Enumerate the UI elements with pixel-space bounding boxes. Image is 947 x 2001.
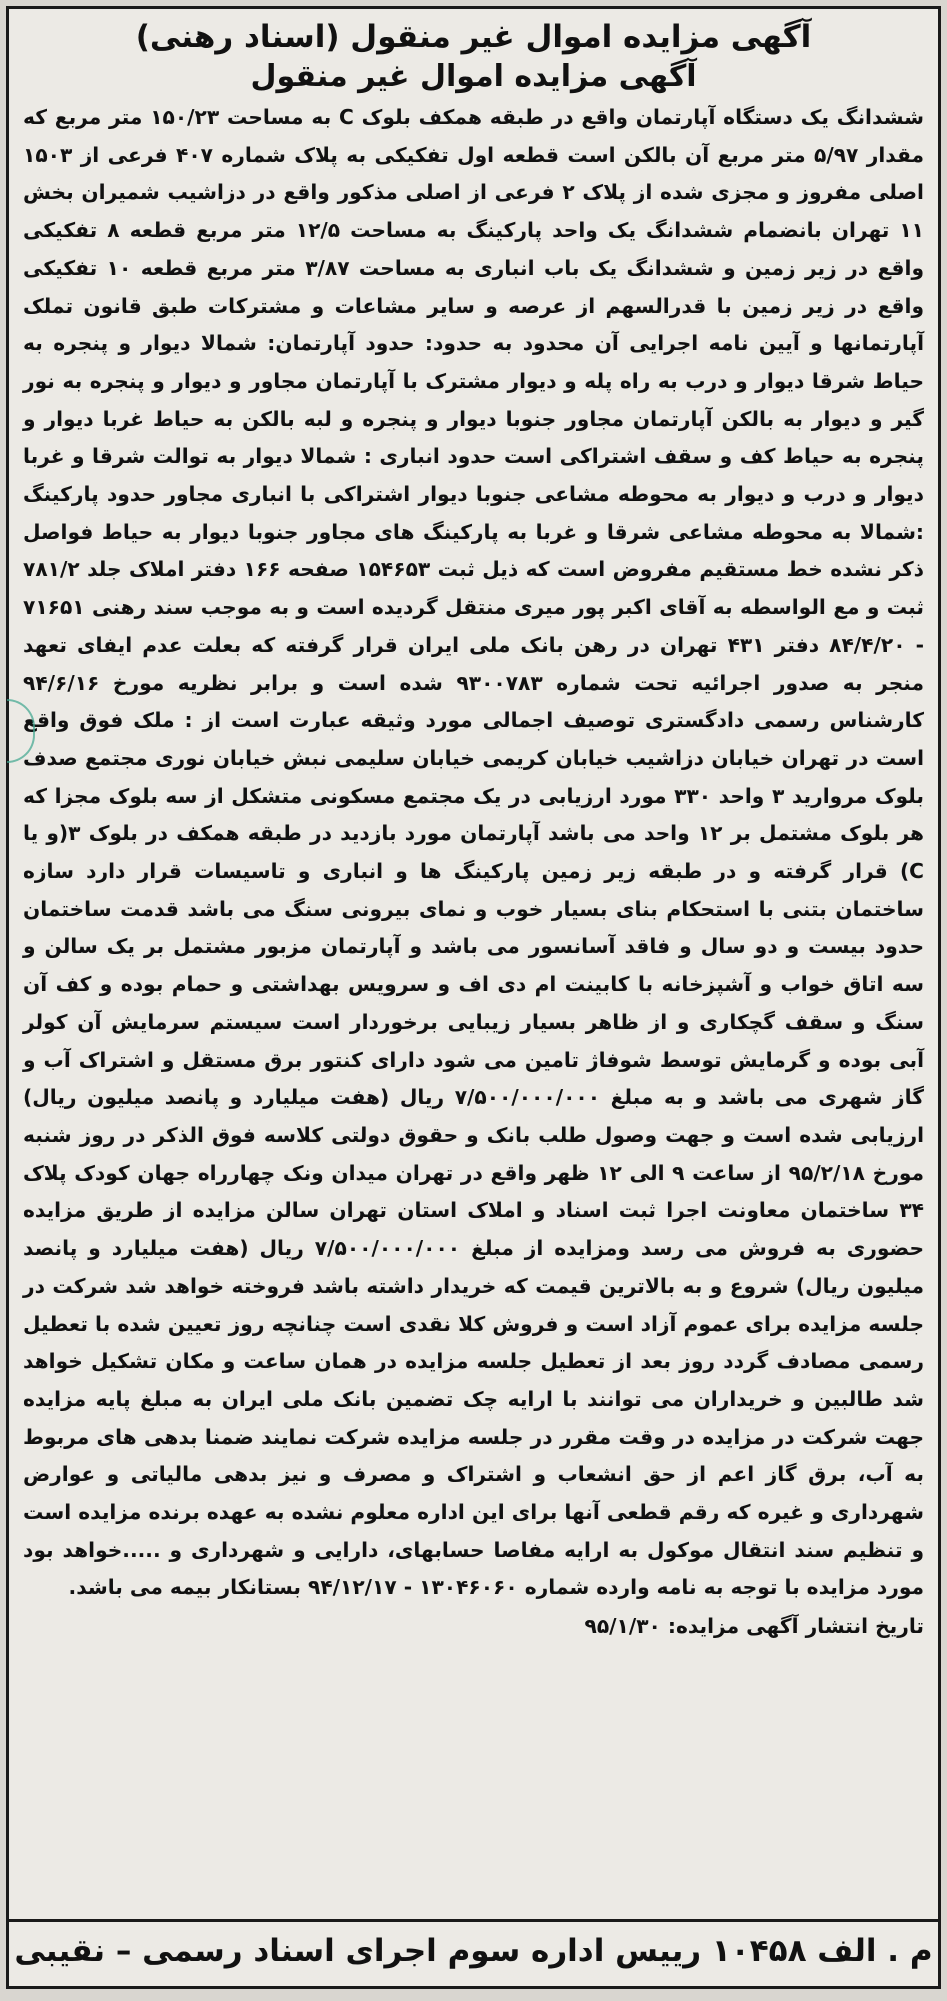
notice-page — [6, 6, 941, 1989]
notice-footer: م . الف ۱۰۴۵۸ رییس اداره سوم اجرای اسناد رسمی – نقیبی — [9, 1919, 938, 1974]
notice-title: آگهی مزایده اموال غیر منقول (اسناد رهنی) — [135, 19, 812, 55]
publish-date: تاریخ انتشار آگهی مزایده: ۹۵/۱/۳۰ — [584, 1614, 924, 1639]
notice-body: ششدانگ یک دستگاه آپارتمان واقع در طبقه همکف بلوک C به مساحت ۱۵۰/۲۳ متر مربع که مقدار ۵/۹۷ متر مربع آن بالکن است قطعه اول تفکیکی به پلاک شماره ۴۰۷ فرعی از ۱۵۰۳ اصلی مفروز و مجزی شده از پلاک ۲ فرعی از اصلی مذکور واقع در دزاشیب شمیران بخش ۱۱ تهران بانضمام ششدانگ یک واحد پارکینگ به مساحت ۱۲/۵ متر مربع قطعه ۸ تفکیکی واقع در زیر زمین و ششدانگ یک باب انباری به مساحت ۳/۸۷ متر مربع قطعه ۱۰ تفکیکی واقع در زیر زمین با قدرالسهم از عرصه و سایر مشاعات و مشترکات طبق قانون تملک آپارتمانها و آیین نامه اجرایی آن محدود به حدود: حدود آپارتمان: شمالا دیوار و پنجره به حیاط شرقا دیوار و درب به راه پله و دیوار مشترک با آپارتمان مجاور و دیوار و پنجره به نور گیر و دیوار به بالکن آپارتمان مجاور جنوبا دیوار و پنجره و لبه بالکن به حیاط غربا دیوار و پنجره به حیاط کف و سقف اشتراکی است حدود انباری : شمالا دیوار به توالت شرقا و غربا دیوار و درب و دیوار به محوطه مشاعی جنوبا دیوار اشتراکی با انباری مجاور حدود پارکینگ :شمالا به محوطه مشاعی شرقا و غربا به پارکینگ های مجاور جنوبا دیوار به حیاط فواصل ذکر نشده خط مستقیم مفروض است که ذیل ثبت ۱۵۴۶۵۳ صفحه ۱۶۶ دفتر املاک جلد ۷۸۱/۲ ثبت و مع الواسطه به آقای اکبر پور میری منتقل گردیده است و به موجب سند رهنی ۷۱۶۵۱ - ۸۴/۴/۲۰ دفتر ۴۳۱ تهران در رهن بانک ملی ایران قرار گرفته که بعلت عدم ایفای تعهد منجر به صدور اجرائیه تحت شماره ۹۳۰۰۷۸۳ شده است و برابر نظریه مورخ ۹۴/۶/۱۶ کارشناس رسمی دادگستری توصیف اجمالی مورد وثیقه عبارت است از : ملک فوق واقع است در تهران خیابان دزاشیب خیابان کریمی خیابان سلیمی نبش خیابان نوری مجتمع صدف بلوک مروارید ۳ واحد ۳۳۰ مورد ارزیابی در یک مجتمع مسکونی متشکل از سه بلوک مجزا که هر بلوک مشتمل بر ۱۲ واحد می باشد آپارتمان مورد بازدید در طبقه همکف در بلوک ۳(و یا C) قرار گرفته و در طبقه زیر زمین پارکینگ ها و انباری و تاسیسات قرار دارد سازه ساختمان بتنی با استحکام بنای بسیار خوب و نمای بیرونی سنگ می باشد قدمت ساختمان حدود بیست و دو سال و فاقد آسانسور می باشد و آپارتمان مزبور مشتمل بر یک سالن و سه اتاق خواب و آشپزخانه با کابینت ام دی اف و سرویس بهداشتی و حمام بوده و کف آن سنگ و سقف گچکاری و از ظاهر بسیار زیبایی برخوردار است سیستم سرمایش آن کولر آبی بوده و گرمایش توسط شوفاژ تامین می شود دارای کنتور برق مستقل و اشتراک آب و گاز شهری می باشد و به مبلغ ۷/۵۰۰/۰۰۰/۰۰۰ ریال (هفت میلیارد و پانصد میلیون ریال) ارزیابی شده است و جهت وصول طلب بانک و حقوق دولتی کلاسه فوق الذکر در روز شنبه مورخ ۹۵/۲/۱۸ از ساعت ۹ الی ۱۲ ظهر واقع در تهران میدان ونک چهارراه جهان کودک پلاک ۳۴ ساختمان معاونت اجرا ثبت اسناد و املاک استان تهران سالن مزایده از طریق مزایده حضوری به فروش می رسد ومزایده از مبلغ ۷/۵۰۰/۰۰۰/۰۰۰ ریال (هفت میلیارد و پانصد میلیون ریال) شروع و به بالاترین قیمت که خریدار داشته باشد فروخته خواهد شد شرکت در جلسه مزایده برای عموم آزاد است و فروش کلا نقدی است چنانچه روز تعیین شده با تعطیل رسمی مصادف گردد روز بعد از تعطیل جلسه مزایده در همان ساعت و مکان تشکیل خواهد شد طالبین و خریداران می توانند با ارایه چک تضمین بانک ملی ایران به مبلغ پایه مزایده جهت شرکت در مزایده در وقت مقرر در جلسه مزایده شرکت نمایند ضمنا بدهی های مربوط به آب، برق گاز اعم از حق انشعاب و اشتراک و مصرف و نیز بدهی مالیاتی و عوارض شهرداری و غیره که رقم قطعی آنها برای این اداره معلوم نشده به عهده برنده مزایده است و تنظیم سند انتقال موکول به ارایه مفاصا حسابهای، دارایی و شهرداری و .....خواهد بود مورد مزایده با توجه به نامه وارده شماره ۱۳۰۴۶۰۶۰ - ۹۴/۱۲/۱۷ بستانکار بیمه می باشد. — [23, 105, 925, 1600]
notice-subtitle: آگهی مزایده اموال غیر منقول — [250, 59, 697, 94]
